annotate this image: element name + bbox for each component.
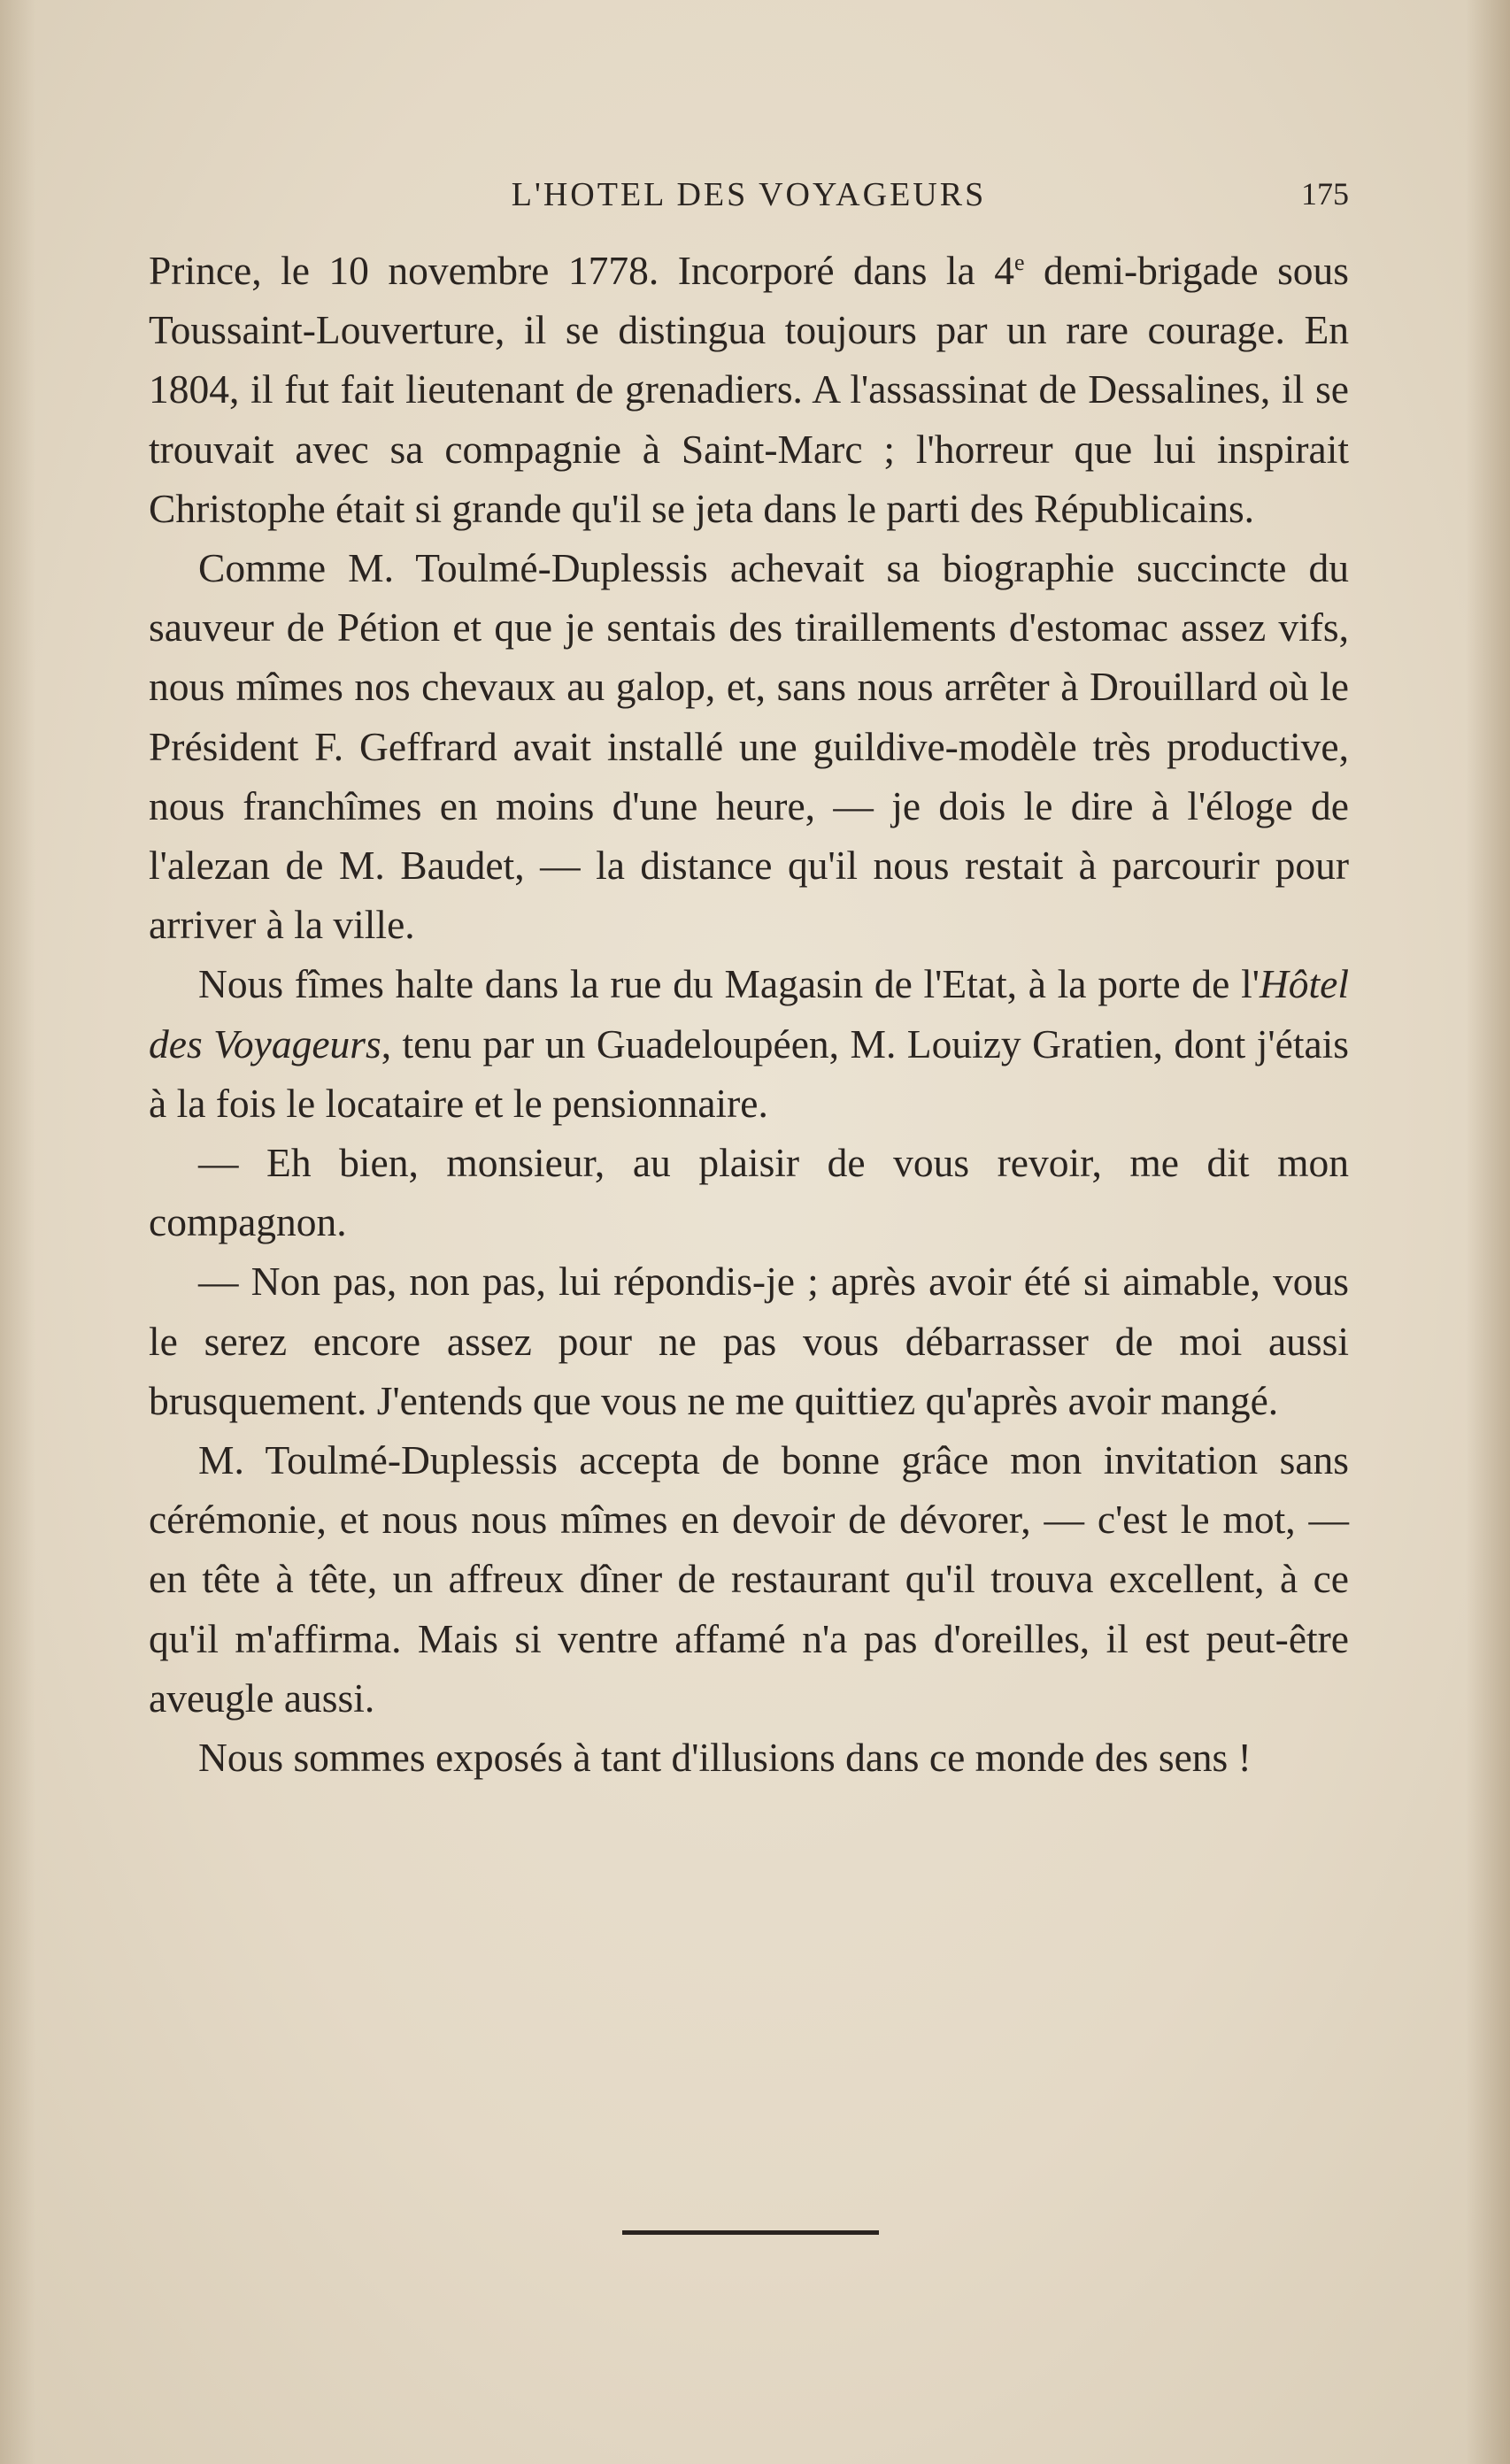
page-number: 175 [1301,176,1349,212]
paragraph-3 [149,954,1349,1133]
paragraph-1-before: Prince, le 10 novembre 1778. Incorporé dans la 4 [149,248,1014,293]
paragraph-2: Comme M. Toulmé-Duplessis achevait sa biographie succincte du sauveur de Pétion et que je sentais des tiraillements d'estomac assez vifs, nous mîmes nos chevaux au galop, et, sans nous arrêter à Drouillard où le Président F. Geffrard avait installé une guildive-modèle très productive, nous franchîmes en moins d'une heure, — je dois le dire à l'éloge de l'alezan de M. Baudet, — la distance qu'il nous restait à parcourir pour arriver à la ville. [149,545,1349,948]
paragraph-1 [149,241,1349,538]
page-shadow-right [1466,0,1510,2464]
end-rule [622,2230,879,2235]
paragraph-7: Nous sommes exposés à tant d'illusions dans ce monde des sens ! [198,1735,1252,1781]
ordinal-superscript: e [1014,250,1025,275]
page-header [149,170,1349,223]
paragraph-4: — Eh bien, monsieur, au plaisir de vous revoir, me dit mon compagnon. [149,1140,1349,1245]
hotel-name-italic: Hôtel des Voyageurs [149,961,1349,1066]
paragraph-6: M. Toulmé-Duplessis accepta de bonne grâce mon invitation sans cérémonie, et nous nous mîmes en devoir de dévorer, — c'est le mot, — en tête à tête, un affreux dîner de restaurant qu'il trouva excellent, à ce qu'il m'affirma. Mais si ventre affamé n'a pas d'oreilles, il est peut-être aveugle aussi. [149,1437,1349,1721]
page-shadow-left [0,0,35,2464]
paragraph-5: — Non pas, non pas, lui répondis-je ; après avoir été si aimable, vous le serez encore assez pour ne pas vous débarrasser de moi aussi brusquement. J'entends que vous ne me quittiez qu'après avoir mangé. [149,1259,1349,1423]
paragraph-3-before: Nous fîmes halte dans la rue du Magasin de l'Etat, à la porte de l' [198,961,1260,1007]
paragraph-1-after: demi-brigade sous Toussaint-Louverture, il se distingua toujours par un rare courage. En 1804, il fut fait lieutenant de grenadiers. A l'assassinat de Dessalines, il se trouvait avec sa compagnie à Saint-Marc ; l'horreur que lui inspirait Christophe était si grande qu'il se jeta dans le parti des Républicains. [149,248,1349,531]
running-title: L'HOTEL DES VOYAGEURS [511,176,987,213]
body-text [149,241,1349,1787]
paragraph-3-after: , tenu par un Guadeloupéen, M. Louizy Gratien, dont j'étais à la fois le locataire et le pensionnaire. [149,1020,1349,1126]
